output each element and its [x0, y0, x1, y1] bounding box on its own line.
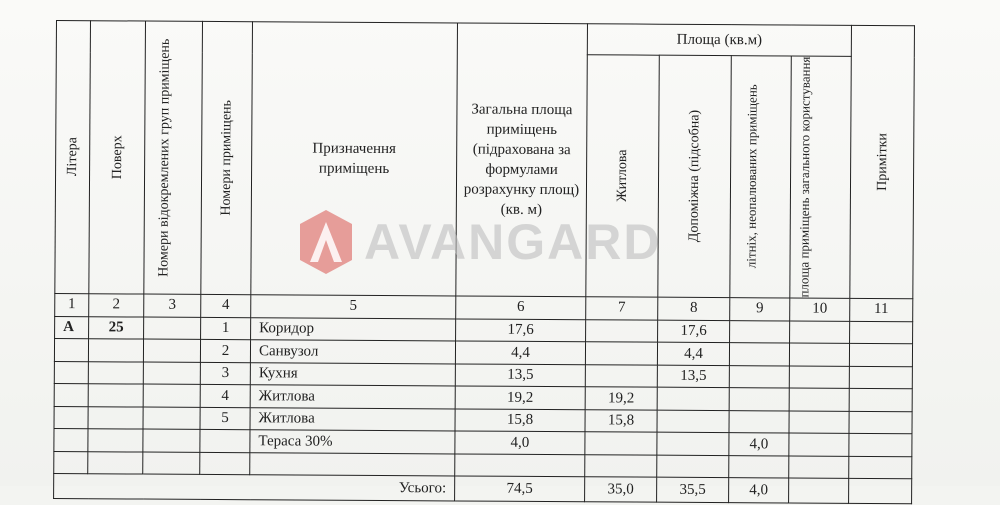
header-poverkh: Поверх [89, 21, 146, 294]
total-auxiliary-sum: 35,5 [657, 478, 729, 503]
cell-notes [849, 344, 912, 367]
cell-living: 19,2 [585, 387, 657, 410]
cell-purpose: Кухня [250, 363, 455, 387]
header-groups: Номери відокремлених груп приміщень [144, 21, 203, 294]
header-auxiliary: Допоміжна (підсобна) [658, 55, 731, 297]
cell-living: 15,8 [585, 410, 657, 433]
col-num: 11 [850, 298, 913, 321]
header-living: Житлова [586, 55, 659, 297]
cell-group [144, 317, 201, 340]
cell-room-number: 5 [200, 407, 250, 430]
cell-purpose: Житлова [250, 385, 455, 409]
header-summer: літніх, неопалюваних приміщень [730, 56, 791, 298]
cell-room-number: 3 [200, 362, 250, 385]
cell-auxiliary [657, 410, 729, 433]
watermark-text: AVANGARD [364, 214, 662, 270]
cell-summer [729, 366, 789, 389]
col-num: 1 [55, 293, 89, 316]
cell-notes [849, 434, 912, 457]
cell-common [789, 343, 849, 366]
cell-group [143, 452, 200, 475]
room-register-sheet [53, 20, 914, 499]
cell-purpose: Коридор [251, 318, 456, 342]
cell-poverkh [88, 384, 143, 407]
cell-auxiliary: 4,4 [657, 343, 729, 366]
header-total-area: Загальна площа приміщень (підрахована за формулами розрахунку площ) (кв. м) [456, 23, 588, 297]
cell-total-area: 13,5 [455, 364, 585, 387]
cell-notes [849, 389, 912, 412]
total-notes [849, 479, 912, 504]
header-notes: Примітки [850, 25, 915, 298]
cell-living [585, 342, 657, 365]
cell-notes [849, 411, 912, 434]
header-purpose: Призначення приміщень [251, 22, 458, 296]
total-summer-sum: 4,0 [729, 478, 789, 503]
room-area-table [53, 20, 915, 505]
cell-room-number: 4 [200, 385, 250, 408]
cell-common [789, 366, 849, 389]
cell-living [585, 455, 657, 478]
cell-purpose [250, 453, 455, 477]
cell-living [586, 320, 658, 343]
cell-group [143, 362, 200, 385]
cell-total-area: 19,2 [455, 386, 585, 409]
cell-litera [54, 406, 88, 429]
cell-notes [849, 456, 912, 479]
header-room-numbers: Номери приміщень [201, 21, 253, 294]
cell-summer [730, 321, 790, 344]
cell-auxiliary: 17,6 [658, 320, 730, 343]
total-label: Усього: [54, 474, 455, 501]
cell-summer: 4,0 [729, 433, 789, 456]
cell-purpose: Санвузол [250, 340, 455, 364]
col-num: 7 [586, 297, 658, 320]
total-living-sum: 35,0 [585, 477, 657, 502]
col-num: 10 [790, 298, 850, 321]
cell-auxiliary: 13,5 [657, 365, 729, 388]
cell-common [789, 411, 849, 434]
col-num: 6 [456, 296, 586, 320]
cell-group [143, 407, 200, 430]
cell-total-area: 17,6 [456, 319, 586, 342]
cell-room-number [200, 452, 250, 475]
cell-litera [54, 429, 88, 452]
cell-auxiliary [657, 388, 729, 411]
cell-group [143, 384, 200, 407]
cell-notes [850, 321, 913, 344]
cell-poverkh: 25 [89, 317, 144, 340]
cell-notes [849, 366, 912, 389]
cell-common [789, 433, 849, 456]
cell-total-area: 15,8 [455, 409, 585, 432]
cell-living [585, 432, 657, 455]
header-common: площа приміщень загального користування [790, 56, 851, 298]
cell-room-number: 1 [201, 317, 251, 340]
cell-poverkh [88, 429, 143, 452]
col-num: 3 [144, 294, 201, 317]
cell-purpose: Житлова [250, 408, 455, 432]
cell-summer [729, 456, 789, 479]
cell-litera [54, 361, 88, 384]
cell-common [789, 456, 849, 479]
cell-common [790, 321, 850, 344]
cell-litera [54, 451, 88, 474]
cell-poverkh [88, 362, 143, 385]
header-area-group: Площа (кв.м) [587, 24, 851, 57]
cell-purpose: Тераса 30% [250, 430, 455, 454]
col-num: 4 [201, 294, 251, 317]
cell-group [143, 339, 200, 362]
cell-auxiliary [657, 455, 729, 478]
total-area-sum: 74,5 [455, 476, 585, 502]
cell-poverkh [88, 339, 143, 362]
header-litera: Літера [55, 21, 91, 294]
cell-litera [54, 339, 88, 362]
cell-group [143, 429, 200, 452]
col-num: 5 [251, 295, 456, 319]
col-num: 8 [658, 297, 730, 320]
col-num: 9 [730, 298, 790, 321]
cell-total-area: 4,0 [455, 431, 585, 454]
cell-common [789, 388, 849, 411]
cell-total-area [455, 454, 585, 477]
cell-summer [729, 388, 789, 411]
total-common-sum [789, 478, 849, 503]
cell-total-area: 4,4 [455, 341, 585, 364]
cell-auxiliary [657, 433, 729, 456]
cell-summer [729, 411, 789, 434]
cell-litera: А [55, 316, 89, 339]
cell-summer [729, 343, 789, 366]
cell-poverkh [88, 452, 143, 475]
cell-room-number [200, 430, 250, 453]
cell-living [585, 365, 657, 388]
cell-poverkh [88, 407, 143, 430]
cell-litera [54, 384, 88, 407]
col-num: 2 [89, 294, 144, 317]
total-row [54, 474, 912, 504]
cell-room-number: 2 [200, 340, 250, 363]
